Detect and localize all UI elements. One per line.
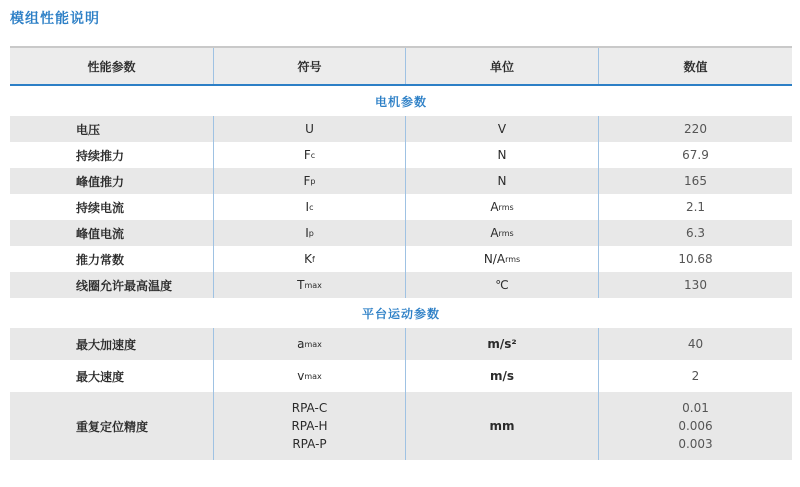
table-row <box>10 360 792 392</box>
table-row <box>10 168 792 194</box>
unit-cell: V <box>405 116 598 142</box>
symbol-cell: F p <box>213 168 405 194</box>
value-cell: 6.3 <box>598 220 792 246</box>
symbol-rpa-c: RPA-C <box>291 401 328 415</box>
section-platform-label: 平台运动参数 <box>361 306 440 321</box>
unit-cell: N <box>405 142 598 168</box>
unit-cell: m/s² <box>405 328 598 360</box>
table-row <box>10 220 792 246</box>
spec-table <box>10 46 792 460</box>
value-cell: 165 <box>598 168 792 194</box>
param-cell: 推力常数 <box>76 252 125 267</box>
value-cell: 2 <box>598 360 792 392</box>
symbol-rpa-p: RPA-P <box>292 437 327 451</box>
param-cell: 峰值推力 <box>76 174 125 189</box>
value-cell: 220 <box>598 116 792 142</box>
unit-cell: N/A rms <box>405 246 598 272</box>
table-row <box>10 392 792 460</box>
table-row <box>10 142 792 168</box>
symbol-cell: T max <box>213 272 405 298</box>
header-param: 性能参数 <box>87 59 136 74</box>
table-row <box>10 272 792 298</box>
param-cell: 最大速度 <box>76 369 125 384</box>
table-row <box>10 328 792 360</box>
value-cell: 2.1 <box>598 194 792 220</box>
param-cell: 峰值电流 <box>76 226 125 241</box>
param-cell: 持续电流 <box>76 200 125 215</box>
symbol-cell: F c <box>213 142 405 168</box>
symbol-cell: K f <box>213 246 405 272</box>
section-motor <box>10 86 792 116</box>
symbol-cell: a max <box>213 328 405 360</box>
table-row <box>10 116 792 142</box>
section-motor-label: 电机参数 <box>374 94 427 109</box>
unit-cell: ℃ <box>405 272 598 298</box>
unit-cell: A rms <box>405 194 598 220</box>
value-rpa-p: 0.003 <box>678 437 713 451</box>
param-cell: 电压 <box>76 122 101 137</box>
symbol-rpa-h: RPA-H <box>291 419 328 433</box>
value-cell <box>598 392 792 460</box>
table-row <box>10 246 792 272</box>
symbol-cell: U <box>213 116 405 142</box>
param-cell: 重复定位精度 <box>76 419 149 434</box>
value-cell: 130 <box>598 272 792 298</box>
table-header <box>10 46 792 86</box>
param-cell: 最大加速度 <box>76 337 137 352</box>
header-symbol: 符号 <box>213 48 405 84</box>
param-cell: 线圈允许最高温度 <box>76 278 173 293</box>
unit-cell: N <box>405 168 598 194</box>
value-rpa-c: 0.01 <box>682 401 709 415</box>
section-platform <box>10 298 792 328</box>
symbol-cell: I p <box>213 220 405 246</box>
symbol-cell: I c <box>213 194 405 220</box>
unit-cell: mm <box>405 392 598 460</box>
value-cell: 67.9 <box>598 142 792 168</box>
symbol-cell <box>213 392 405 460</box>
unit-cell: m/s <box>405 360 598 392</box>
value-rpa-h: 0.006 <box>678 419 713 433</box>
value-cell: 10.68 <box>598 246 792 272</box>
symbol-cell: v max <box>213 360 405 392</box>
unit-cell: A rms <box>405 220 598 246</box>
table-row <box>10 194 792 220</box>
page-title: 模组性能说明 <box>10 11 100 27</box>
header-unit: 单位 <box>405 48 598 84</box>
value-cell: 40 <box>598 328 792 360</box>
header-value: 数值 <box>598 48 792 84</box>
param-cell: 持续推力 <box>76 148 125 163</box>
